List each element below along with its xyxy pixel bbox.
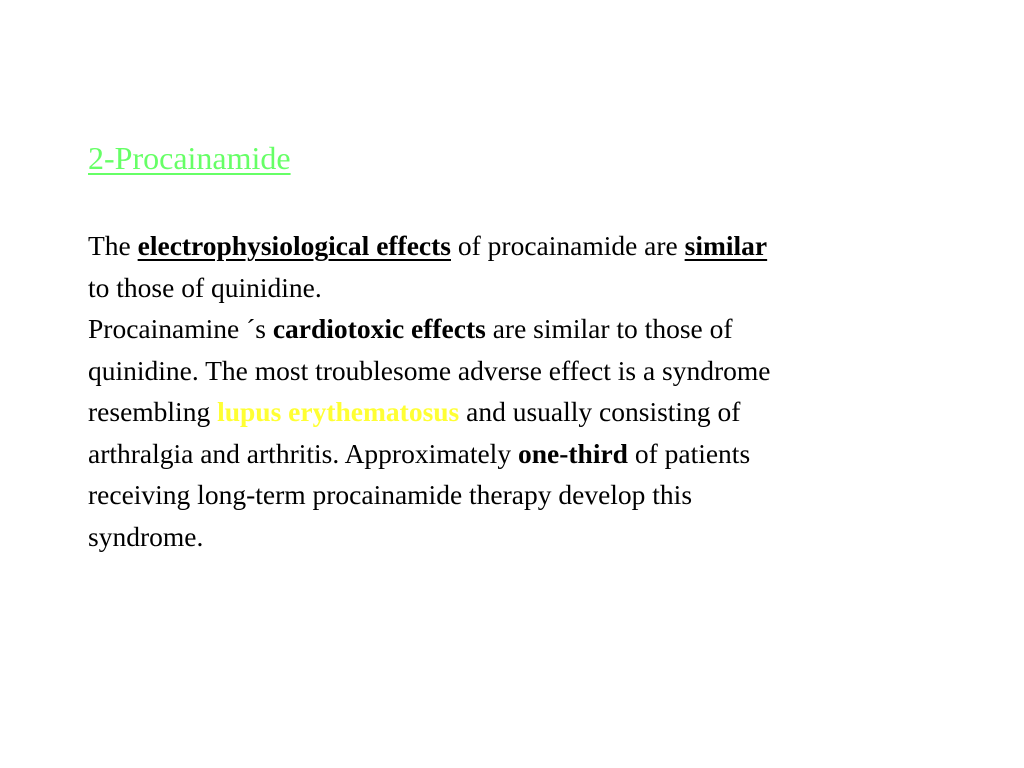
emphasis-one-third: one-third <box>517 437 628 469</box>
text-run: of procainamide are <box>451 230 685 261</box>
text-run: arthralgia and arthritis. Approximately <box>88 437 518 469</box>
highlight-lupus-erythematosus: lupus erythematosus <box>217 396 460 427</box>
emphasis-electrophysiological-effects: electrophysiological effects <box>137 230 451 261</box>
body-line-8: syndrome. <box>88 520 204 552</box>
text-run: and usually consisting of <box>459 396 741 427</box>
slide-body <box>88 225 948 557</box>
body-line-2: to those of quinidine. <box>88 271 322 303</box>
emphasis-cardiotoxic-effects: cardiotoxic effects <box>272 313 486 344</box>
body-line-7: receiving long-term procainamide therapy develop this <box>88 479 693 510</box>
emphasis-similar: similar <box>684 230 768 261</box>
text-run: are similar to those of <box>485 313 733 344</box>
body-line-3 <box>88 308 948 350</box>
slide-title: 2-Procainamide <box>88 140 291 176</box>
text-run: Procainamine ´s <box>88 313 273 344</box>
body-line-4: quinidine. The most troublesome adverse effect is a syndrome <box>88 354 771 386</box>
text-run: The <box>88 230 138 261</box>
text-run: of patients <box>627 437 751 469</box>
body-line-6 <box>88 433 948 475</box>
text-run: resembling <box>88 396 218 427</box>
body-line-1 <box>88 225 948 267</box>
body-line-5 <box>88 391 948 433</box>
